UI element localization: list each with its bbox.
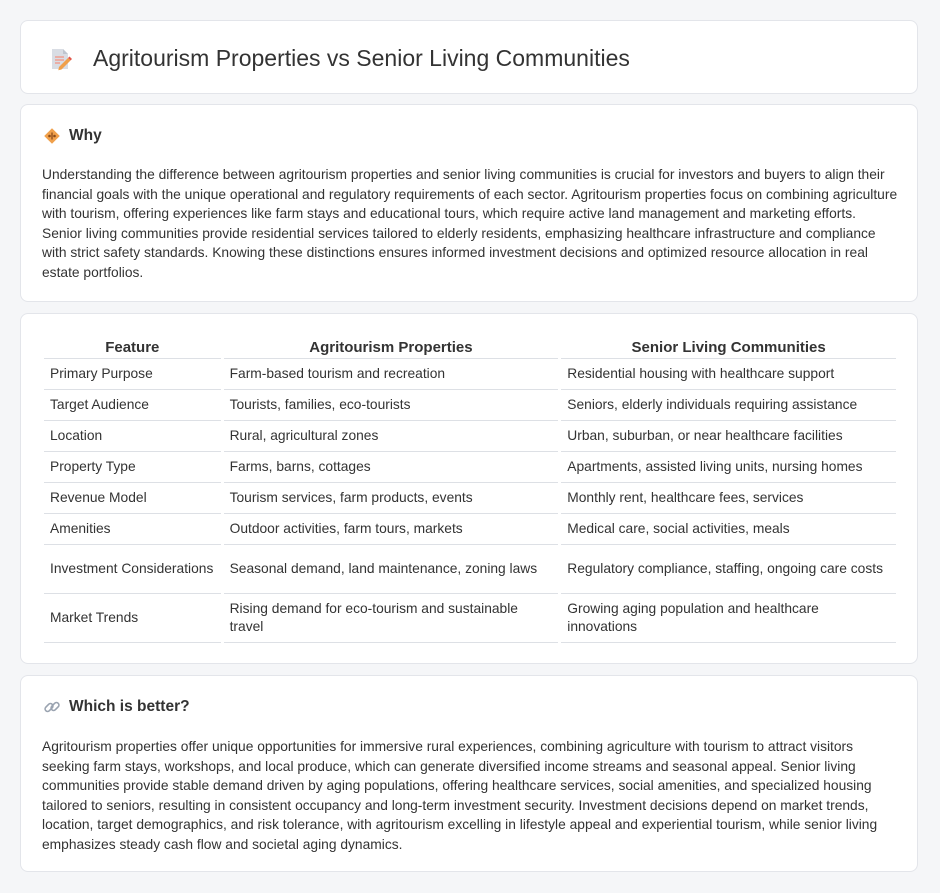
header-senior-living: Senior Living Communities [561,336,896,359]
agritourism-cell: Outdoor activities, farm tours, markets [224,514,559,545]
feature-cell: Revenue Model [44,483,221,514]
why-heading [43,127,102,145]
feature-cell: Property Type [44,452,221,483]
senior-living-cell: Medical care, social activities, meals [561,514,896,545]
table-row [44,359,896,390]
table-row [44,452,896,483]
senior-living-cell: Residential housing with healthcare support [561,359,896,390]
feature-cell: Market Trends [44,594,221,643]
feature-cell: Location [44,421,221,452]
which-title: Which is better? [69,698,190,715]
feature-cell: Investment Considerations [44,545,221,594]
title-row [47,45,630,72]
which-heading [43,698,190,716]
table-row [44,514,896,545]
table-row [44,594,896,643]
senior-living-cell: Monthly rent, healthcare fees, services [561,483,896,514]
senior-living-cell: Seniors, elderly individuals requiring assistance [561,390,896,421]
table-row [44,545,896,594]
agritourism-cell: Farm-based tourism and recreation [224,359,559,390]
table-row [44,390,896,421]
why-section [20,104,918,302]
agritourism-cell: Rural, agricultural zones [224,421,559,452]
senior-living-cell: Apartments, assisted living units, nursing homes [561,452,896,483]
table-header-row [44,336,896,359]
header-agritourism: Agritourism Properties [224,336,559,359]
comparison-table-card [20,313,918,664]
agritourism-cell: Seasonal demand, land maintenance, zoning laws [224,545,559,594]
agritourism-cell: Tourism services, farm products, events [224,483,559,514]
table-row [44,421,896,452]
agritourism-cell: Farms, barns, cottages [224,452,559,483]
why-body: Understanding the difference between agritourism properties and senior living communities is crucial for investors and buyers to align their financial goals with the unique operational and regulatory requirements of each sector. Agritourism properties focus on combining agriculture with tourism, offering experiences like farm stays and educational tours, which require active land management and marketing efforts. Senior living communities provide residential services tailored to elderly residents, emphasizing healthcare infrastructure and compliance with strict safety standards. Knowing these distinctions ensures informed investment decisions and optimized resource allocation in real estate portfolios. [42,167,898,280]
agritourism-cell: Tourists, families, eco-tourists [224,390,559,421]
title-card [20,20,918,94]
document-pencil-icon [47,46,73,72]
agritourism-cell: Rising demand for eco-tourism and sustainable travel [224,594,559,643]
diamond-signal-icon [43,127,61,145]
senior-living-cell: Growing aging population and healthcare innovations [561,594,896,643]
header-feature: Feature [44,336,221,359]
feature-cell: Amenities [44,514,221,545]
feature-cell: Target Audience [44,390,221,421]
comparison-table [41,336,899,643]
which-body: Agritourism properties offer unique opportunities for immersive rural experiences, combining agriculture with tourism to attract visitors seeking farm stays, workshops, and local produce, which can generate diversified income streams and seasonal appeal. Senior living communities provide stable demand driven by aging populations, offering healthcare services, social amenities, and specialized housing tailored to seniors, resulting in consistent occupancy and long-term investment security. Investment decisions depend on market trends, location, target demographics, and risk tolerance, with agritourism excelling in lifestyle appeal and experiential tourism, while senior living emphasizes steady cash flow and societal aging dynamics. [42,739,878,852]
senior-living-cell: Regulatory compliance, staffing, ongoing care costs [561,545,896,594]
senior-living-cell: Urban, suburban, or near healthcare facilities [561,421,896,452]
link-icon [43,698,61,716]
page-title: Agritourism Properties vs Senior Living Communities [93,45,630,71]
feature-cell: Primary Purpose [44,359,221,390]
why-title: Why [69,127,102,144]
table-row [44,483,896,514]
which-section [20,675,918,872]
